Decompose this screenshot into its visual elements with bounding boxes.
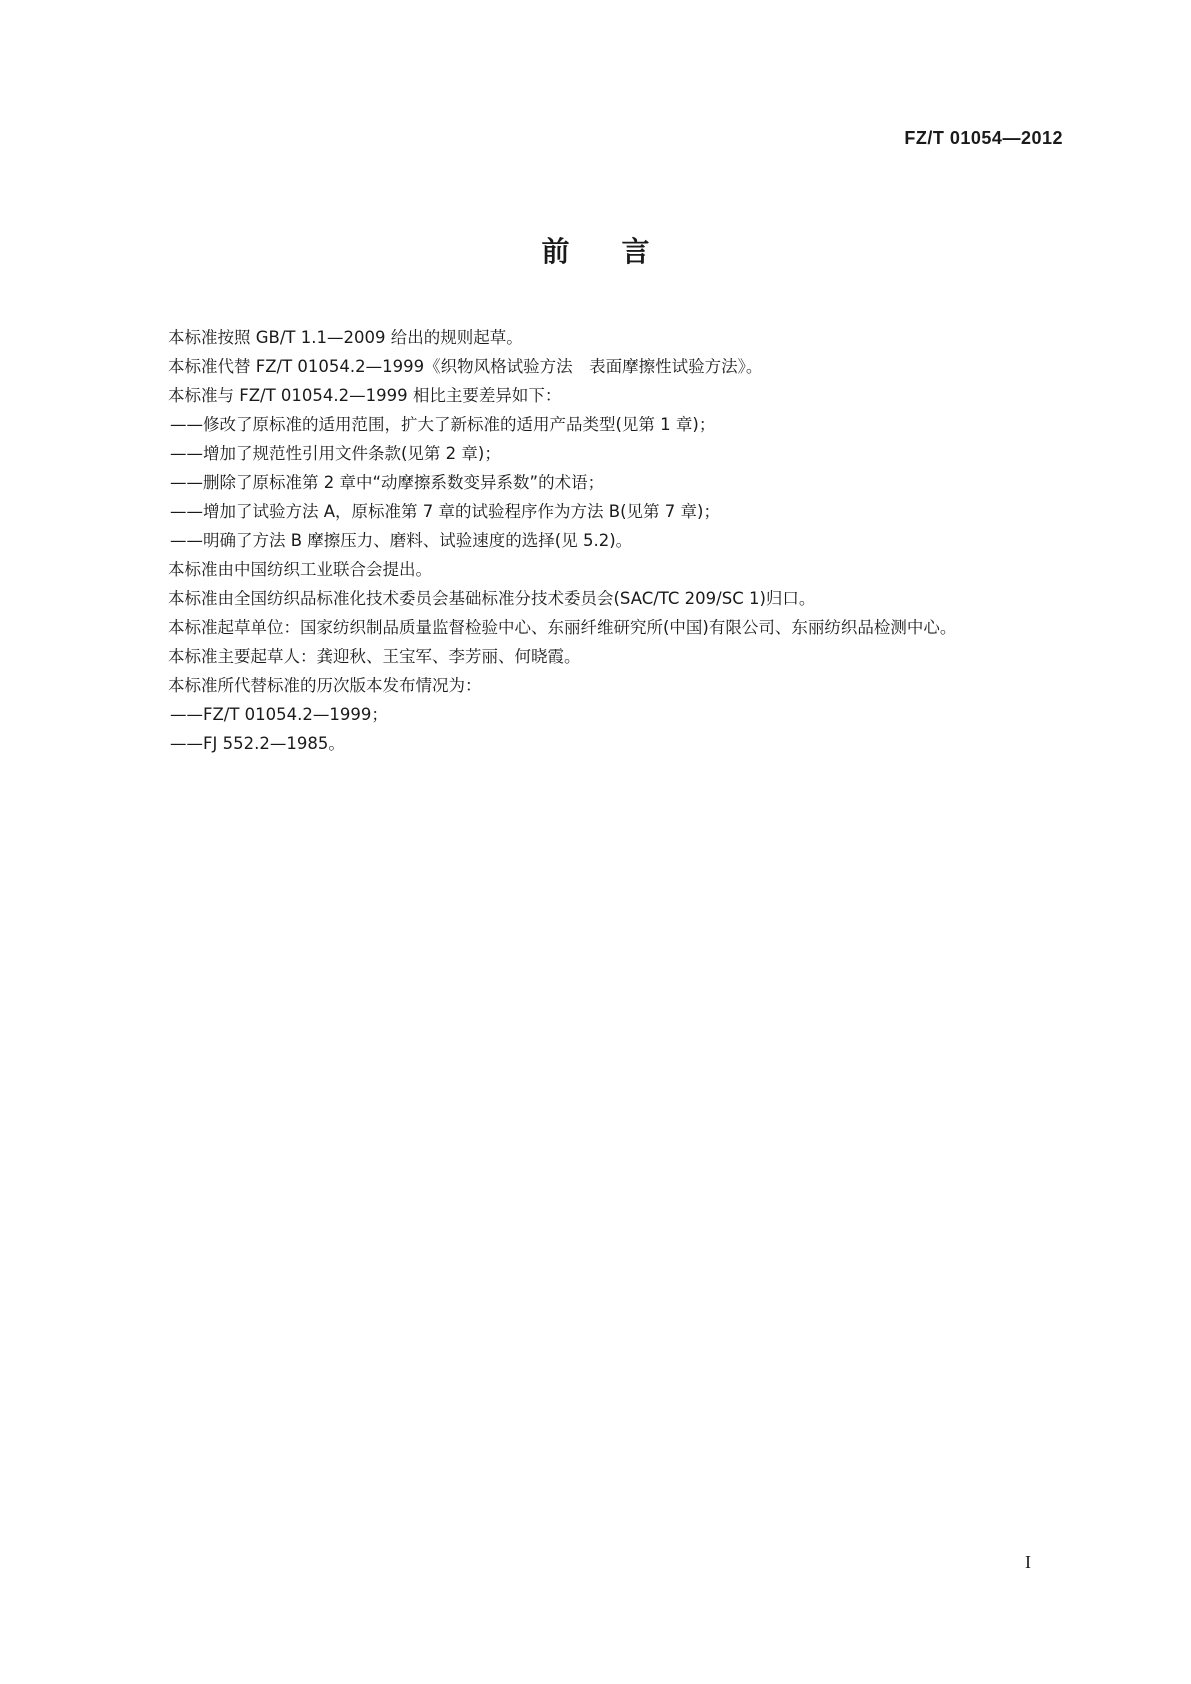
list-item-difference: ——增加了规范性引用文件条款(见第 2 章)； (170, 444, 501, 463)
list-item-edition: ——FJ 552.2—1985。 (170, 734, 345, 753)
paragraph-replaces: 本标准代替 FZ/T 01054.2—1999《织物风格试验方法 表面摩擦性试验方法》。 (168, 357, 763, 376)
foreword-body (135, 323, 1053, 758)
paragraph-under-jurisdiction: 本标准由全国纺织品标准化技术委员会基础标准分技术委员会(SAC/TC 209/SC 1)归口。 (168, 589, 816, 608)
paragraph-previous-editions: 本标准所代替标准的历次版本发布情况为： (168, 676, 482, 695)
paragraph-drafting-units: 本标准起草单位：国家纺织制品质量监督检验中心、东丽纤维研究所(中国)有限公司、东丽纺织品检测中心。 (168, 618, 957, 637)
list-item-difference: ——明确了方法 B 摩擦压力、磨料、试验速度的选择(见 5.2)。 (170, 531, 633, 550)
page-number: I (1025, 1552, 1031, 1572)
list-item-difference: ——增加了试验方法 A，原标准第 7 章的试验程序作为方法 B(见第 7 章)； (170, 502, 720, 521)
list-item-difference: ——修改了原标准的适用范围，扩大了新标准的适用产品类型(见第 1 章)； (170, 415, 716, 434)
standard-code: FZ/T 01054—2012 (904, 128, 1063, 148)
paragraph-differences-intro: 本标准与 FZ/T 01054.2—1999 相比主要差异如下： (168, 386, 562, 405)
page-title: 前言 (541, 235, 702, 268)
paragraph-drafters: 本标准主要起草人：龚迎秋、王宝军、李芳丽、何晓霞。 (168, 647, 581, 666)
paragraph-proposed-by: 本标准由中国纺织工业联合会提出。 (168, 560, 432, 579)
list-item-difference: ——删除了原标准第 2 章中“动摩擦系数变异系数”的术语； (170, 473, 605, 492)
paragraph-drafting-rules: 本标准按照 GB/T 1.1—2009 给出的规则起草。 (168, 328, 523, 347)
list-item-edition: ——FZ/T 01054.2—1999； (170, 705, 388, 724)
